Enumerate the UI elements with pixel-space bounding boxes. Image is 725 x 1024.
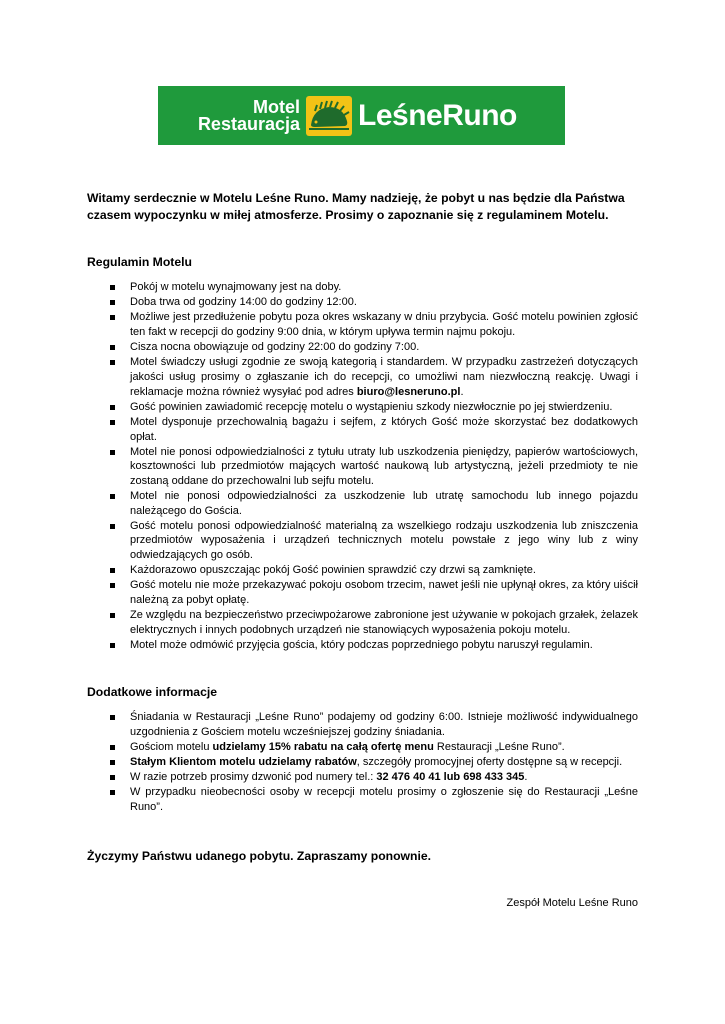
bullet-icon xyxy=(110,568,115,573)
closing-wish: Życzymy Państwu udanego pobytu. Zapraszamy ponownie. xyxy=(87,849,432,863)
bullet-icon xyxy=(110,420,115,425)
list-item: Gość motelu ponosi odpowiedzialność materialną za wszelkiego rodzaju uszkodzenia lub zniszczenia przedmiotów wyposażenia i urządzeń technicznych motelu powstałe z jego winy lub z winy odwiedzających go osób. xyxy=(87,519,638,563)
bullet-icon xyxy=(110,583,115,588)
bullet-icon xyxy=(110,790,115,795)
extra-list xyxy=(87,710,638,815)
signature: Zespół Motelu Leśne Runo xyxy=(506,897,638,909)
logo-left-text xyxy=(158,96,306,134)
bullet-icon xyxy=(110,405,115,410)
bullet-icon xyxy=(110,345,115,350)
intro-text: Witamy serdecznie w Motelu Leśne Runo. Mamy nadzieję, że pobyt u nas będzie dla Państwa czasem wypoczynku w miłej atmosferze. Prosimy o zapoznanie się z regulaminem Motelu. xyxy=(87,191,625,222)
hedgehog-icon xyxy=(306,96,352,136)
bullet-icon xyxy=(110,524,115,529)
bullet-icon xyxy=(110,360,115,365)
bullet-icon xyxy=(110,315,115,320)
list-item: Gość powinien zawiadomić recepcję motelu o wystąpieniu szkody niezwłocznie po jej stwierdzeniu. xyxy=(87,400,638,415)
list-item: Gościom motelu udzielamy 15% rabatu na całą ofertę menu Restauracji „Leśne Runo”. xyxy=(87,740,638,755)
list-item: Ze względu na bezpieczeństwo przeciwpożarowe zabronione jest używanie w pokojach grzałek, żelazek elektrycznych i innych podobnych urządzeń nie stanowiących wyposażenia pokoju motelu. xyxy=(87,608,638,637)
phone-numbers[interactable]: 32 476 40 41 lub 698 433 345 xyxy=(376,771,525,784)
list-item: Gość motelu nie może przekazywać pokoju osobom trzecim, nawet jeśli nie upłynął okres, za który uiścił należną za pobyt opłatę. xyxy=(87,578,638,607)
rules-heading: Regulamin Motelu xyxy=(87,255,192,269)
list-item: Śniadania w Restauracji „Leśne Runo” podajemy od godziny 6:00. Istnieje możliwość indywidualnego uzgodnienia z Gościem motelu wcześniejszej godziny śniadania. xyxy=(87,710,638,739)
motel-logo xyxy=(158,86,565,145)
list-item: Pokój w motelu wynajmowany jest na doby. xyxy=(87,280,638,295)
list-item: Motel nie ponosi odpowiedzialności z tytułu utraty lub uszkodzenia pieniędzy, papierów wartościowych, kosztowności lub przedmiotów mających wartość naukową lub artystyczną, jeżeli przedmioty te nie zostaną oddane do przechowalni lub sejfu motelu. xyxy=(87,445,638,489)
list-item: Motel dysponuje przechowalnią bagażu i sejfem, z których Gość może skorzystać bez dodatkowych opłat. xyxy=(87,415,638,444)
logo-brand: LeśneRuno xyxy=(358,98,517,132)
extra-heading: Dodatkowe informacje xyxy=(87,685,218,699)
list-item: Motel świadczy usługi zgodnie ze swoją kategorią i standardem. W przypadku zastrzeżeń dotyczących jakości usług prosimy o zgłaszanie ich do recepcji, co umożliwi nam niezwłoczną reakcję. Uwagi i reklamacje można również wysyłać pod adres biuro@lesneruno.pl. xyxy=(87,355,638,399)
list-item: Każdorazowo opuszczając pokój Gość powinien sprawdzić czy drzwi są zamknięte. xyxy=(87,563,638,578)
list-item: Cisza nocna obowiązuje od godziny 22:00 do godziny 7:00. xyxy=(87,340,638,355)
bullet-icon xyxy=(110,285,115,290)
list-item: Motel nie ponosi odpowiedzialności za uszkodzenie lub utratę samochodu lub innego pojazdu należącego do Gościa. xyxy=(87,489,638,518)
list-item: Stałym Klientom motelu udzielamy rabatów, szczegóły promocyjnej oferty dostępne są w recepcji. xyxy=(87,755,638,770)
list-item: Doba trwa od godziny 14:00 do godziny 12:00. xyxy=(87,295,638,310)
bullet-icon xyxy=(110,494,115,499)
email-link[interactable]: biuro@lesneruno.pl xyxy=(356,385,461,398)
bullet-icon xyxy=(110,300,115,305)
bullet-icon xyxy=(110,745,115,750)
bullet-icon xyxy=(110,760,115,765)
bullet-icon xyxy=(110,715,115,720)
rules-list xyxy=(87,280,638,653)
logo-line-restauracja: Restauracja xyxy=(197,113,300,134)
list-item: W razie potrzeb prosimy dzwonić pod numery tel.: 32 476 40 41 lub 698 433 345. xyxy=(87,770,638,785)
bullet-icon xyxy=(110,643,115,648)
list-item: W przypadku nieobecności osoby w recepcji motelu prosimy o zgłoszenie się do Restauracji „Leśne Runo”. xyxy=(87,785,638,814)
bullet-icon xyxy=(110,613,115,618)
bullet-icon xyxy=(110,450,115,455)
bullet-icon xyxy=(110,775,115,780)
logo-line-motel: Motel xyxy=(253,96,300,117)
list-item: Motel może odmówić przyjęcia gościa, który podczas poprzedniego pobytu naruszył regulamin. xyxy=(87,638,638,653)
list-item: Możliwe jest przedłużenie pobytu poza okres wskazany w dniu przybycia. Gość motelu powinien zgłosić ten fakt w recepcji do godziny 9:00 dnia, w którym upływa termin najmu pokoju. xyxy=(87,310,638,339)
